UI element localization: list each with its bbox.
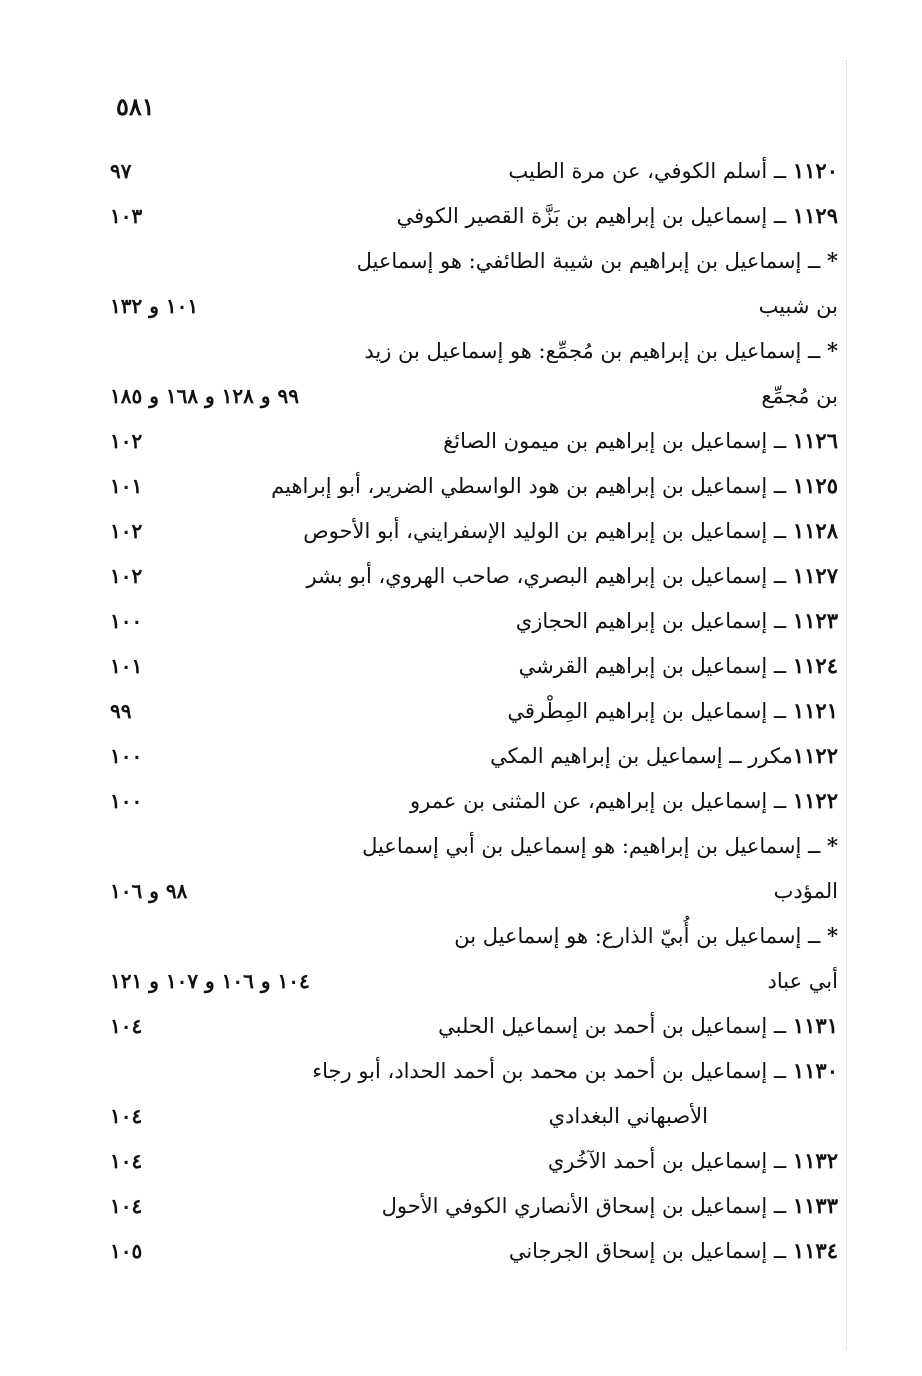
entry-name: ــ إسماعيل بن إبراهيم بن هود الواسطي الضرير، أبو إبراهيم: [271, 474, 787, 498]
entry-text: [490, 739, 838, 773]
index-entry-continuation: [0, 964, 922, 998]
entry-text: [774, 874, 838, 908]
index-entry: [0, 1189, 922, 1223]
entry-text: [410, 784, 838, 818]
entry-name: ــ إسماعيل بن إبراهيم: هو إسماعيل بن أبي إسماعيل: [362, 834, 821, 858]
entry-pages: ١٠١ و ١٣٢: [110, 294, 199, 318]
index-entry: [0, 919, 922, 953]
entry-pages: ١٠٢: [110, 564, 143, 588]
index-entry-continuation: [0, 289, 922, 323]
entry-text: [548, 1144, 838, 1178]
entry-number: ١١٢٢: [792, 788, 838, 813]
entry-text: [768, 964, 838, 998]
entry-name: ــ إسماعيل بن إبراهيم بن بَزَّة القصير الكوفي: [396, 204, 787, 228]
entry-pages: ١٠٤ و ١٠٦ و ١٠٧ و ١٢١: [110, 969, 310, 993]
entry-pages: ١٠٢: [110, 519, 143, 543]
entry-number: *: [827, 338, 838, 363]
entry-pages: ١٠٤: [110, 1194, 143, 1218]
entry-number: ١١٢١: [792, 698, 838, 723]
entry-pages: ١٠٤: [110, 1104, 143, 1128]
entry-text: [508, 154, 838, 188]
entry-number: ١١٣٤: [792, 1238, 838, 1263]
entry-name: ــ إسماعيل بن إبراهيم البصري، صاحب الهروي، أبو بشر: [306, 564, 787, 588]
entry-name: مكرر ــ إسماعيل بن إبراهيم المكي: [490, 744, 793, 768]
entry-name: ــ إسماعيل بن إبراهيم بن الوليد الإسفرايني، أبو الأحوص: [303, 519, 787, 543]
index-entry: [0, 829, 922, 863]
index-entry: [0, 784, 922, 818]
entry-name: أبي عباد: [767, 969, 838, 993]
entry-pages: ١٠٠: [110, 789, 143, 813]
index-entry-continuation: [0, 379, 922, 413]
entry-name: ــ إسماعيل بن إبراهيم، عن المثنى بن عمرو: [410, 789, 787, 813]
entry-name: ــ إسماعيل بن إسحاق الجرجاني: [508, 1239, 787, 1263]
index-entry: [0, 334, 922, 368]
entry-text: [761, 379, 838, 413]
entry-name: ــ إسماعيل بن أحمد بن إسماعيل الحلبي: [438, 1014, 787, 1038]
entry-number: ١١٣٢: [792, 1148, 838, 1173]
entry-text: [364, 334, 838, 368]
index-entry: [0, 1009, 922, 1043]
entry-text: [438, 1009, 838, 1043]
entry-number: ١١٣١: [792, 1013, 838, 1038]
entry-name: بن شبيب: [758, 294, 838, 318]
entry-name: بن مُجمِّع: [761, 384, 838, 408]
entry-text: [516, 604, 838, 638]
entry-pages: ٩٨ و ١٠٦: [110, 879, 188, 903]
entry-name: ــ إسماعيل بن إسحاق الأنصاري الكوفي الأحول: [381, 1194, 787, 1218]
entry-number: *: [827, 833, 838, 858]
index-entry: [0, 514, 922, 548]
entry-name: ــ إسماعيل بن أُبيّ الذارع: هو إسماعيل بن: [454, 924, 821, 948]
entry-pages: ٩٩: [110, 699, 132, 723]
entry-pages: ١٠٣: [110, 204, 143, 228]
entry-text: [397, 199, 838, 233]
entry-pages: ١٠١: [110, 474, 143, 498]
index-entry-continuation: [0, 874, 922, 908]
entry-number: ١١٢٠: [792, 158, 838, 183]
entry-number: ١١٢٤: [792, 653, 838, 678]
entry-number: ١١٣٣: [792, 1193, 838, 1218]
index-entry: [0, 199, 922, 233]
entry-pages: ٩٩ و ١٢٨ و ١٦٨ و ١٨٥: [110, 384, 299, 408]
entry-text: [549, 1099, 708, 1133]
index-entry-continuation: [0, 1099, 922, 1133]
entry-name: ــ إسماعيل بن إبراهيم بن مُجمِّع: هو إسماعيل بن زيد: [364, 339, 821, 363]
entry-pages: ١٠٤: [110, 1014, 143, 1038]
entry-text: [271, 469, 838, 503]
entry-name: ــ إسماعيل بن إبراهيم القرشي: [518, 654, 787, 678]
entry-number: *: [827, 248, 838, 273]
entry-text: [454, 919, 838, 953]
entry-pages: ١٠٠: [110, 744, 143, 768]
entry-text: [303, 514, 838, 548]
entry-number: ١١٢٩: [792, 203, 838, 228]
index-entry: [0, 604, 922, 638]
entry-number: ١١٢٦: [792, 428, 838, 453]
entry-text: [312, 1054, 838, 1088]
entry-name: ــ إسماعيل بن أحمد الآخُري: [547, 1149, 787, 1173]
entry-number: ١١٢٧: [792, 563, 838, 588]
index-entry: [0, 739, 922, 773]
entry-text: [443, 424, 838, 458]
entry-name: ــ إسماعيل بن إبراهيم الحجازي: [515, 609, 787, 633]
entry-name: الأصبهاني البغدادي: [548, 1104, 708, 1128]
entry-name: ــ إسماعيل بن إبراهيم بن ميمون الصائغ: [443, 429, 787, 453]
index-entry: [0, 424, 922, 458]
entry-text: [509, 1234, 838, 1268]
entry-number: ١١٢٥: [792, 473, 838, 498]
entry-text: [759, 289, 838, 323]
entry-pages: ١٠٠: [110, 609, 143, 633]
entry-text: [519, 649, 838, 683]
entry-number: ١١٢٣: [792, 608, 838, 633]
entry-number: *: [827, 923, 838, 948]
entry-pages: ١٠٢: [110, 429, 143, 453]
entry-pages: ١٠٥: [110, 1239, 143, 1263]
index-entry: [0, 154, 922, 188]
entry-pages: ٩٧: [110, 159, 132, 183]
index-entry: [0, 649, 922, 683]
entry-text: [507, 694, 838, 728]
entry-text: [362, 829, 838, 863]
entry-name: المؤدب: [773, 879, 838, 903]
entry-number: ١١٢٨: [792, 518, 838, 543]
index-entry: [0, 244, 922, 278]
index-entry: [0, 469, 922, 503]
index-entry: [0, 559, 922, 593]
index-entry: [0, 1054, 922, 1088]
entry-name: ــ إسماعيل بن إبراهيم المِطْرقي: [507, 699, 787, 723]
entry-text: [382, 1189, 838, 1223]
page-number: ٥٨١: [116, 92, 155, 121]
entry-name: ــ إسماعيل بن أحمد بن محمد بن أحمد الحداد، أبو رجاء: [312, 1059, 787, 1083]
entry-pages: ١٠٤: [110, 1149, 143, 1173]
index-entry: [0, 1234, 922, 1268]
index-entry: [0, 1144, 922, 1178]
entry-name: ــ أسلم الكوفي، عن مرة الطيب: [508, 159, 787, 183]
entry-name: ــ إسماعيل بن إبراهيم بن شيبة الطائفي: هو إسماعيل: [356, 249, 821, 273]
entry-number: ١١٢٢: [792, 743, 838, 768]
entry-text: [306, 559, 838, 593]
entry-number: ١١٣٠: [792, 1058, 838, 1083]
entry-pages: ١٠١: [110, 654, 143, 678]
index-entry: [0, 694, 922, 728]
entry-text: [357, 244, 838, 278]
